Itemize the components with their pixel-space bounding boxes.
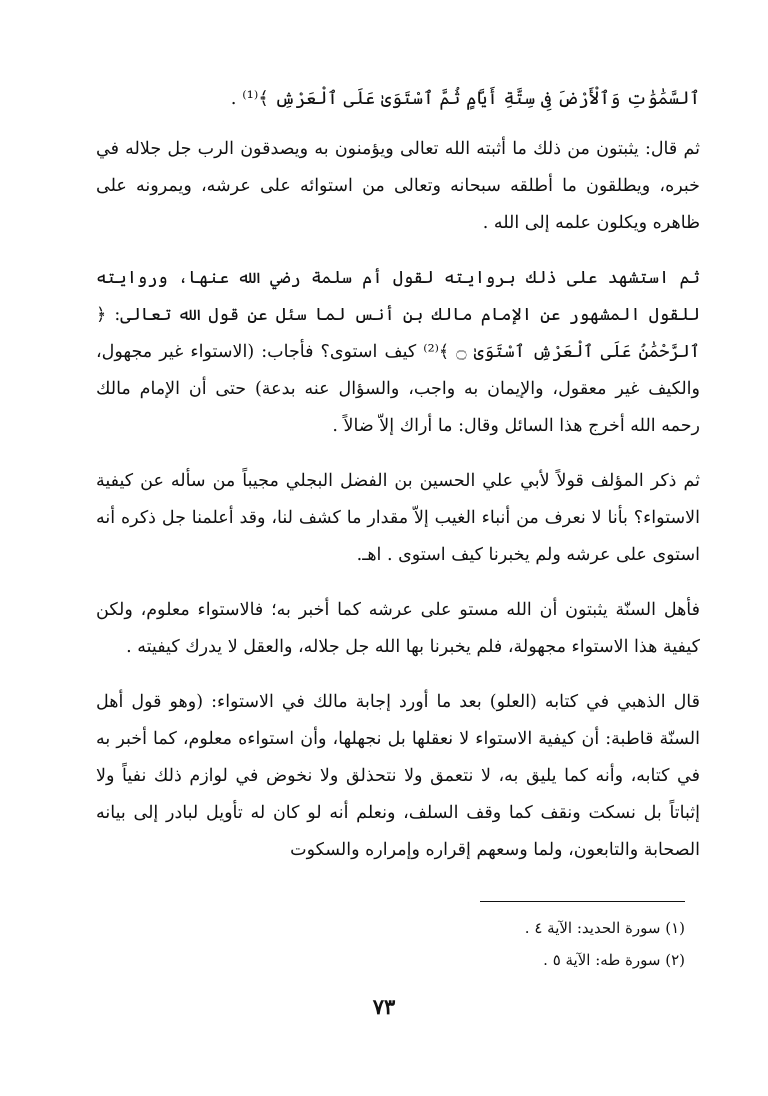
paragraph: فأهل السنّة يثبتون أن الله مستو على عرشه كما أخبر به؛ فالاستواء معلوم، ولكن كيفية هذا الاستواء مجهولة، فلم يخبرنا بها الله جل جلاله، والعقل لا يدرك كيفيته .	[96, 600, 700, 657]
main-text	[96, 80, 700, 869]
footnote: (٢) سورة طه: الآية ٥ .	[543, 951, 685, 969]
paragraph: ثم ذكر المؤلف قولاً لأبي علي الحسين بن الفضل البجلي مجيباً من سأله عن كيفية الاستواء؟ بأنا لا نعرف من أنباء الغيب إلاّ مقدار ما كشف لنا، وقد أعلمنا جل ذكره أنه استوى على عرشه ولم يخبرنا كيف استوى . اهـ.	[96, 471, 700, 565]
paragraph: ثم استشهد على ذلك بروايته لقول أم سلمة رضي الله عنها، وروايته للقول المشهور عن الإمام مالك بن أنس لما سئل عن قول الله تعالى: ﴿ ٱلرَّحْمَٰنُ عَلَى ٱلْعَرْشِ ٱسْتَوَىٰ ۝ ﴾⁽²⁾ كيف استوى؟ فأجاب: (الاستواء غير مجهول، والكيف غير معقول، والإيمان به واجب، والسؤال عنه بدعة) حتى أن الإمام مالك رحمه الله أخرج هذا السائل وقال: ما أراك إلاّ ضالاً .	[96, 268, 700, 436]
footnote-divider	[480, 901, 685, 902]
paragraph: قال الذهبي في كتابه (العلو) بعد ما أورد إجابة مالك في الاستواء: (وهو قول أهل السنّة قاطبة: أن كيفية الاستواء لا نعقلها بل نجهلها، وأن استواءه معلوم، كما أخبر به في كتابه، وأنه كما يليق به، لا نتعمق ولا نتحذلق ولا نخوض في لوازم ذلك نفياً ولا إثباتاً بل نسكت ونقف كما وقف السلف، ونعلم أنه لو كان له تأويل لبادر إلى بيانه الصحابة والتابعون، ولما وسعهم إقراره وإمراره والسكوت	[96, 692, 700, 860]
footnotes	[300, 912, 685, 976]
page-body	[96, 80, 700, 887]
verse-continuation: ٱلسَّمَٰوَٰتِ وَٱلْأَرْضَ فِى سِتَّةِ أَيَّامٍ ثُمَّ ٱسْتَوَىٰ عَلَى ٱلْعَرْشِ ﴾⁽¹⁾ .	[230, 88, 700, 109]
paragraph: ثم قال: يثبتون من ذلك ما أثبته الله تعالى ويؤمنون به ويصدقون الرب جل جلاله في خبره، ويطلقون ما أطلقه سبحانه وتعالى من استوائه على عرشه، ويمرونه على ظاهره ويكلون علمه إلى الله .	[96, 139, 700, 233]
footnote: (١) سورة الحديد: الآية ٤ .	[524, 919, 685, 937]
page-number: ٧٣	[372, 994, 396, 1019]
